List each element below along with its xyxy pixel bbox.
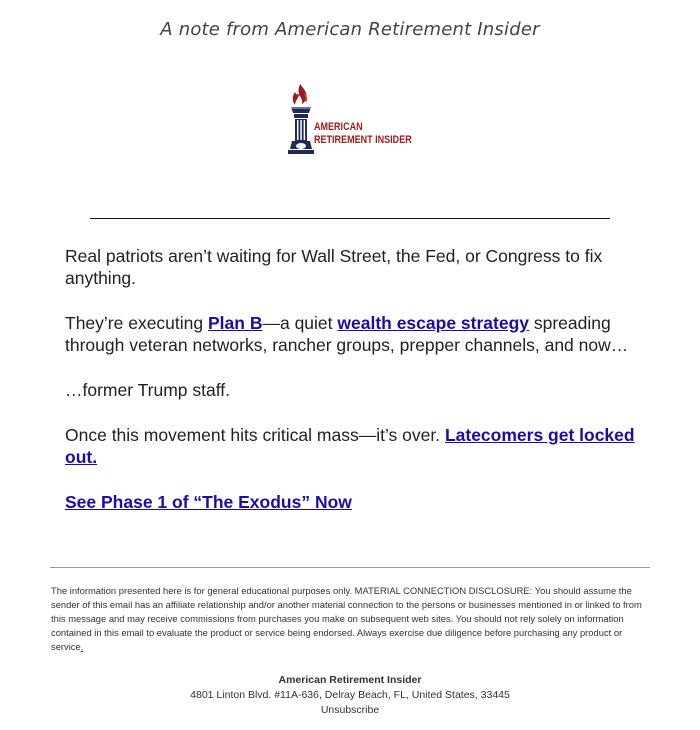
paragraph-4 [65, 424, 635, 468]
paragraph-1-text: Real patriots aren’t waiting for Wall Street, the Fed, or Congress to fix anything. [65, 246, 603, 288]
cta-paragraph [65, 491, 635, 513]
disclaimer-period: . [80, 641, 84, 652]
paragraph-4-prefix: Once this movement hits critical mass—it’s over. [65, 425, 445, 445]
unsubscribe-link[interactable]: Unsubscribe [320, 704, 380, 716]
logo-line-2: RETIREMENT INSIDER [314, 134, 412, 146]
paragraph-1 [65, 245, 635, 289]
wealth-escape-strategy-link[interactable]: wealth escape strategy [337, 313, 529, 333]
logo-text [314, 121, 412, 147]
header-note: A note from American Retirement Insider [160, 19, 540, 40]
paragraph-2 [65, 312, 635, 356]
bottom-divider [50, 567, 650, 568]
footer-company: American Retirement Insider [278, 674, 422, 686]
disclaimer-text: The information presented here is for general educational purposes only. MATERIAL CONNECTION DISCLOSURE: You should assume the sender of this email has an affiliate relationship and/or another material connection to the persons or businesses mentioned in or linked to from this message and may receive commissions from purchases you make on subsequent web sites. You should not rely solely on information contained in this email to evaluate the product or service being endorsed. Always exercise due diligence before purchasing any product or service [51, 585, 642, 652]
disclaimer [51, 584, 651, 654]
cta-link[interactable]: See Phase 1 of “The Exodus” Now [65, 492, 352, 512]
american-retirement-insider-logo [283, 83, 423, 167]
latecomers-link[interactable]: Latecomers get locked out. [65, 425, 635, 467]
paragraph-3 [65, 379, 635, 401]
logo-line-1: AMERICAN [314, 121, 363, 133]
paragraph-3-text: …former Trump staff. [65, 380, 230, 400]
paragraph-2-prefix: They’re executing [65, 313, 208, 333]
top-divider [90, 218, 610, 219]
paragraph-2-suffix: spreading through veteran networks, rancher groups, prepper channels, and now… [65, 313, 629, 355]
footer [0, 673, 700, 718]
plan-b-link[interactable]: Plan B [208, 313, 263, 333]
paragraph-2-mid: —a quiet [262, 313, 338, 333]
email-body [65, 245, 635, 536]
footer-address: 4801 Linton Blvd. #11A-636, Delray Beach, FL, United States, 33445 [190, 689, 510, 701]
